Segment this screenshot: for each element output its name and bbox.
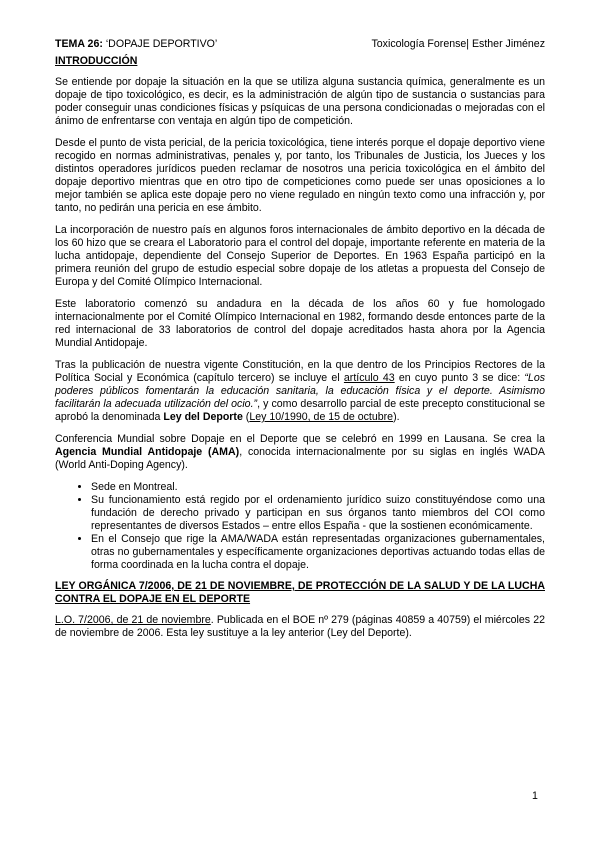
paragraph-1: Se entiende por dopaje la situación en la que se utiliza alguna sustancia química, generalmente es un dopaje de tipo toxicológico, es decir, es la administración de algún tipo de sustancia o sustancias para poder conseguir unas condiciones físicas y psíquicas de una persona condicionadas o mejoradas con el ánimo de enfrentarse con ventaja en algún tipo de competición. [55,76,545,127]
paragraph-3: La incorporación de nuestro país en algunos foros internacionales de ámbito deportivo en la década de los 60 hizo que se creara el Laboratorio para el control del dopaje, importante referente en materia de la lucha antidopaje, dependiente del Consejo Superior de Deportes. En 1963 España participó en la primera reunión del grupo de estudio especial sobre dopaje de los atletas a propuesta del Consejo de Europa y del Comité Olímpico Internacional. [55,224,545,288]
document-page [55,38,545,649]
p5-text-b: en cuyo punto 3 se dice: [394,372,525,384]
constitution-quote: “Los poderes públicos fomentarán la educación sanitaria, la educación física y el deporte. Asimismo facilitarán la adecuada utilización del ocio.” [55,372,546,410]
paragraph-2: Desde el punto de vista pericial, de la pericia toxicológica, tiene interés porque el dopaje deportivo viene recogido en normas administrativas, penales y, por tanto, los Tribunales de Justicia, los Jueces y los distintos operadores jurídicos pueden reclamar de nosotros una pericia toxicológica en el ámbito del dopaje deportivo mientras que en otro tipo de competiciones como puede ser unas oposiciones a lo mejor también se aplica este dopaje pero no viene regulado en ningún texto como una infracción y, por tanto, no pedirán una pericia en ese ámbito. [55,137,545,214]
link-lo-7-2006[interactable]: L.O. 7/2006, de 21 de noviembre [55,614,211,626]
ley-del-deporte-bold: Ley del Deporte [163,411,243,423]
page-header [55,38,545,51]
topic-title: ‘DOPAJE DEPORTIVO’ [105,38,218,50]
law-heading: LEY ORGÁNICA 7/2006, DE 21 DE NOVIEMBRE, DE PROTECCIÓN DE LA SALUD Y DE LA LUCHA CONTRA EL DOPAJE EN EL DEPORTE [55,580,545,605]
page-number: 1 [532,790,538,802]
intro-heading: INTRODUCCIÓN [55,55,138,67]
p5-text-d: ( [242,411,250,423]
p6-text-b: , conocida internacionalmente por su siglas en inglés WADA (World Anti-Doping Agency). [55,446,545,471]
p5-text-c: , y como desarrollo parcial de este precepto constitucional se aprobó la denominada [55,398,545,423]
paragraph-4: Este laboratorio comenzó su andadura en la década de los años 60 y fue homologado internacionalmente por el Comité Olímpico Internacional en 1982, formando desde entonces parte de la red internacional de 33 laboratorios de control del dopaje acreditados hasta ahora por la Agencia Mundial Antidopaje. [55,298,545,349]
header-course: Toxicología Forense| Esther Jiménez [371,38,545,50]
link-ley-10-1990[interactable]: Ley 10/1990, de 15 de octubre [249,411,394,423]
topic-label: TEMA 26: [55,38,103,50]
bullet-item: • Su funcionamiento está regido por el ordenamiento jurídico suizo constituyéndose como una fundación de derecho privado y participan en sus órganos tanto miembros del COI como representantes de diversos Estados – entre ellos España - que la sostienen económicamente. [91,494,545,533]
p6-text-a: Conferencia Mundial sobre Dopaje en el Deporte que se celebró en 1999 en Lausana. Se crea la [55,433,545,445]
bullet-item: • En el Consejo que rige la AMA/WADA están representadas organizaciones gubernamentales, otras no gubernamentales y específicamente organizaciones deportivas actuando todas ellas de forma coordinada en la lucha contra el dopaje. [91,533,545,572]
p5-text-e: ). [393,411,400,423]
header-topic [55,38,217,51]
ama-bold: Agencia Mundial Antidopaje (AMA) [55,446,240,458]
p5-text-a: Tras la publicación de nuestra vigente Constitución, en la que dentro de los Principios Rectores de la Política Social y Económica (capítulo tercero) se incluye el [55,359,545,384]
link-articulo-43[interactable]: artículo 43 [343,372,395,384]
p7-text-rest: . Publicada en el BOE nº 279 (páginas 40859 a 40759) el miércoles 22 de noviembre de 2006. Esta ley sustituye a la ley anterior (Ley del Deporte). [55,614,545,639]
bullet-item: • Sede en Montreal. [91,481,545,494]
paragraph-7 [55,614,545,640]
paragraph-5 [55,359,545,424]
paragraph-6 [55,433,545,472]
ama-bullet-list [55,481,545,572]
